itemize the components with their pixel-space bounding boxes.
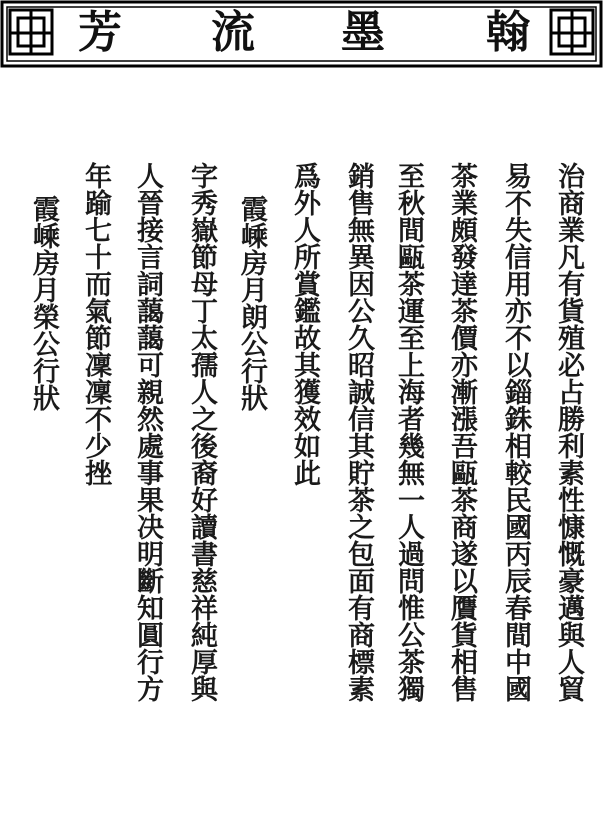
page-title (0, 8, 603, 58)
text-column: 茶業頗發達茶價亦漸漲吾甌茶商遂以贋貨相售 (446, 162, 477, 702)
text-column: 易不失信用亦不以錙銖相較民國丙辰春間中國 (500, 162, 531, 702)
biography-title: 霞嵊房月榮公行狀 (28, 195, 59, 411)
text-column: 至秋間甌茶運至上海者幾無一人過問惟公茶獨 (393, 162, 424, 702)
text-column: 字秀嶽節母丁太孺人之後裔好讀書慈祥純厚與 (186, 162, 217, 702)
text-column: 年踰七十而氣節凜凜不少挫 (80, 162, 111, 486)
title-char: 墨 (341, 7, 385, 58)
title-char: 芳 (78, 7, 122, 58)
header-banner (0, 0, 603, 70)
title-char: 流 (211, 7, 255, 58)
title-char: 翰 (486, 7, 530, 58)
biography-title: 霞嵊房月朗公行狀 (236, 195, 267, 411)
text-column: 治商業凡有貨殖必占勝利素性慷慨豪邁與人貿 (553, 162, 584, 702)
text-column: 人晉接言詞藹藹可親然處事果决明斷知圓行方 (132, 162, 163, 702)
text-column: 銷售無異因公久昭誠信其貯茶之包面有商標素 (343, 162, 374, 702)
text-column: 爲外人所賞鑑故其獲效如此 (289, 162, 320, 486)
